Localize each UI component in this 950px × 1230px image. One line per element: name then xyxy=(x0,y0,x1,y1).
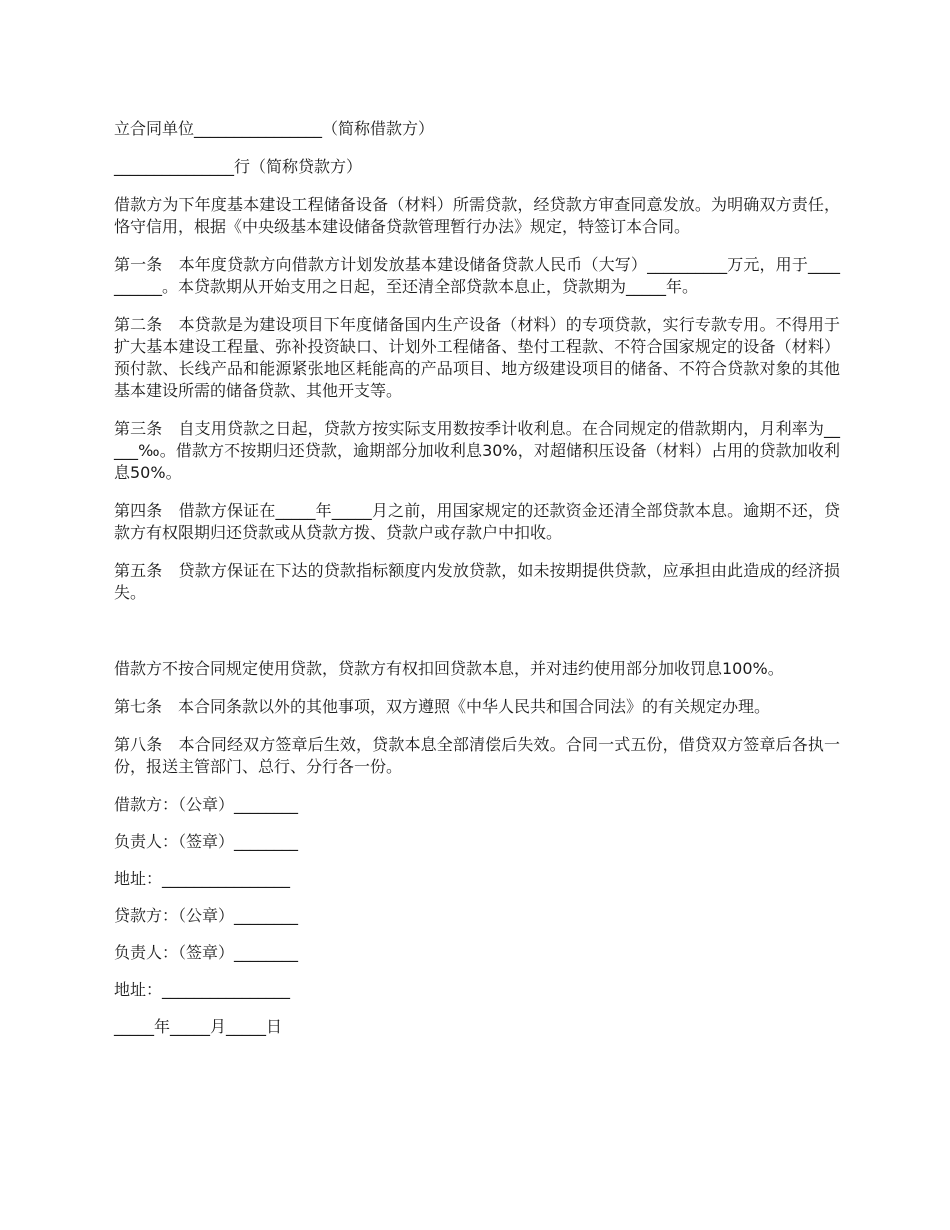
article-7: 第七条 本合同条款以外的其他事项，双方遵照《中华人民共和国合同法》的有关规定办理。 xyxy=(114,697,771,716)
lender-seal-line: 贷款方：（公章）________ xyxy=(114,906,299,925)
article-8: 第八条 本合同经双方签章后生效，贷款本息全部清偿后失效。合同一式五份，借贷双方签章后各执一份，报送主管部门、总行、分行各一份。 xyxy=(114,735,840,776)
contract-document xyxy=(114,118,840,1053)
article-1: 第一条 本年度贷款方向借款方计划发放基本建设储备贷款人民币（大写）__________万元，用于__________。本贷款期从开始支用之日起，至还清全部贷款本息止，贷款期为_____年。 xyxy=(114,255,840,296)
lender-head-line: 负责人：（签章）________ xyxy=(114,943,299,962)
preamble-paragraph: 借款方为下年度基本建设工程储备设备（材料）所需贷款，经贷款方审查同意发放。为明确双方责任，恪守信用，根据《中央级基本建设储备贷款管理暂行办法》规定，特签订本合同。 xyxy=(114,195,840,236)
article-4: 第四条 借款方保证在_____年_____月之前，用国家规定的还款资金还清全部贷款本息。逾期不还，贷款方有权限期归还贷款或从贷款方拨、贷款户或存款户中扣收。 xyxy=(114,501,840,542)
signature-block xyxy=(114,794,840,1038)
borrower-seal-line: 借款方：（公章）________ xyxy=(114,795,299,814)
borrower-address-line: 地址：________________ xyxy=(114,869,291,888)
article-2: 第二条 本贷款是为建设项目下年度储备国内生产设备（材料）的专项贷款，实行专款专用。不得用于扩大基本建设工程量、弥补投资缺口、计划外工程储备、垫付工程款、不符合国家规定的设备（材料）预付款、长线产品和能源紧张地区耗能高的产品项目、地方级建设项目的储备、不符合贷款对象的其他基本建设所需的储备贷款、其他开支等。 xyxy=(114,315,840,400)
borrower-head-line: 负责人：（签章）________ xyxy=(114,832,299,851)
lender-address-line: 地址：________________ xyxy=(114,980,291,999)
date-line: _____年_____月_____日 xyxy=(114,1017,283,1036)
article-6-text: 借款方不按合同规定使用贷款，贷款方有权扣回贷款本息，并对违约使用部分加收罚息100%。 xyxy=(114,659,784,678)
blank-gap xyxy=(114,620,840,658)
party-b-line: _______________行（简称贷款方） xyxy=(114,157,363,176)
party-a-line: 立合同单位________________（简称借款方） xyxy=(114,119,435,138)
article-5: 第五条 贷款方保证在下达的贷款指标额度内发放贷款，如未按期提供贷款，应承担由此造成的经济损失。 xyxy=(114,561,840,602)
article-3: 第三条 自支用贷款之日起，贷款方按实际支用数按季计收利息。在合同规定的借款期内，月利率为_____‰。借款方不按期归还贷款，逾期部分加收利息30%，对超储积压设备（材料）占用的贷款加收利息50%。 xyxy=(114,419,840,482)
